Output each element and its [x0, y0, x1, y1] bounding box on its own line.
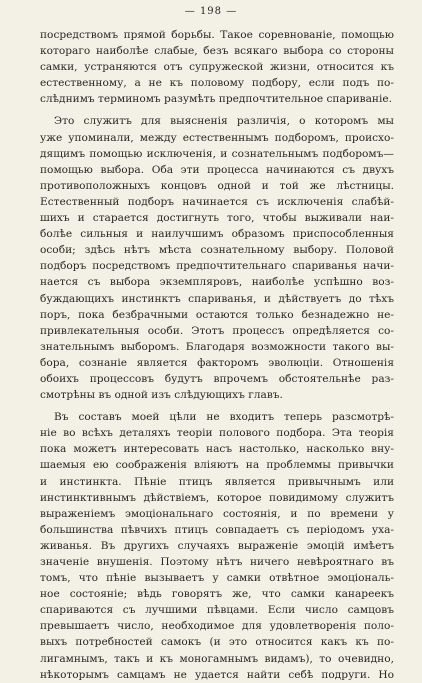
body-text [40, 27, 394, 683]
text-line: живанья. Въ другихъ случаяхъ выраженіе эмоцій имѣетъ [40, 539, 394, 552]
text-line: шаемыя ею соображенія вліяютъ на проблеммы привычки [40, 459, 394, 472]
paragraph [40, 113, 394, 403]
text-line: привлекательныя особи. Этотъ процессъ опредѣляется со- [40, 324, 394, 337]
text-line: болѣе сильныя и наилучшимъ образомъ приспособленныя [40, 228, 394, 241]
text-line: знательнымъ выборомъ. Благодаря возможности такого вы- [40, 340, 394, 353]
text-line: инстинктивнымъ дѣйствіемъ, которое повидимому служитъ [40, 491, 394, 504]
paragraph [40, 27, 394, 107]
text-line: лигамнымъ, такъ и къ моногамнымъ видамъ), то очевидно, [40, 652, 394, 665]
text-line: котораго наиболѣе слабые, безъ всякаго выбора со стороны [40, 45, 394, 58]
text-line: особи; здѣсь нѣтъ мѣста сознательному выбору. Половой [40, 244, 394, 257]
text-line: подборъ посредствомъ предпочтительнаго спариванья начи- [40, 260, 394, 273]
text-line: ніе во всѣхъ деталяхъ теоріи полового подбора. Эта теорія [40, 427, 394, 440]
text-line: шихъ и старается достигнуть того, чтобы выживали наи- [40, 212, 394, 225]
text-line: буждающихъ инстинктъ спариванья, и дѣйствуетъ до тѣхъ [40, 292, 394, 305]
text-line: помощью выбора. Оба эти процесса начинаются съ двухъ [40, 163, 394, 176]
text-line: спариваются съ лучшими пѣвцами. Если число самцовъ [40, 604, 394, 617]
text-line: противоположныхъ концовъ одной и той же лѣстницы. [40, 179, 394, 192]
text-line: превышаетъ число, необходимое для удовлетворенія поло- [40, 620, 394, 633]
text-line: дящимъ помощью исключенія, и сознательнымъ подборомъ— [40, 147, 394, 160]
text-line: бора, сознаніе является факторомъ эволюціи. Отношенія [40, 356, 394, 369]
text-line: поръ, пока безбрачными остаются только безнадежно не- [40, 308, 394, 321]
text-line: ное состояніе; вѣдь говорятъ же, что самки канареекъ [40, 588, 394, 601]
text-line: значеніе внушенія. Поэтому нѣтъ ничего невѣроятнаго въ [40, 556, 394, 568]
text-line: нѣкоторымъ самцамъ не удается найти себѣ подруги. Но [40, 668, 394, 681]
page-number: — 198 — [184, 6, 238, 17]
text-line: уже упоминали, между естественнымъ подборомъ, происхо- [40, 131, 394, 144]
text-line: обоихъ процессовъ будутъ впрочемъ обстоятельнѣе раз- [40, 372, 394, 385]
text-line: нается съ выбора экземпляровъ, наиболѣе успѣшно воз- [40, 276, 394, 289]
text-line: большинства пѣвчихъ птицъ совпадаетъ съ періодомъ уха- [40, 523, 394, 536]
text-line: выхъ потребностей самокъ (и это относится какъ къ по- [40, 636, 394, 649]
paragraph [40, 409, 394, 683]
text-line: самки, устраняются отъ супружеской жизни, относится къ [40, 61, 394, 74]
text-line: выраженіемъ эмоціональнаго состоянія, и по времени у [40, 507, 394, 520]
text-line: слѣднимъ терминомъ разумѣть предпочтительное спариваніе. [40, 93, 392, 106]
text-line: Это служитъ для выясненія различія, о которомъ мы [54, 115, 394, 128]
text-line: Въ составъ моей цѣли не входитъ теперь разсмотрѣ- [54, 411, 394, 424]
text-line: и инстинкта. Пѣніе птицъ является привычнымъ или [40, 475, 394, 488]
text-line: посредствомъ прямой борьбы. Такое соревнованіе, помощью [40, 29, 394, 41]
text-line: пока можетъ интересовать насъ настолько, насколько вну- [40, 443, 394, 456]
text-line: Естественный подборъ начинается съ исключенія слабѣй- [40, 195, 394, 208]
text-line: естественному, а не къ половому подбору, если подъ по- [40, 77, 394, 90]
text-line: томъ, что пѣніе вызываетъ у самки отвѣтное эмоціональ- [40, 572, 394, 585]
text-line: смотрѣны въ одной изъ слѣдующихъ главъ. [40, 389, 283, 402]
